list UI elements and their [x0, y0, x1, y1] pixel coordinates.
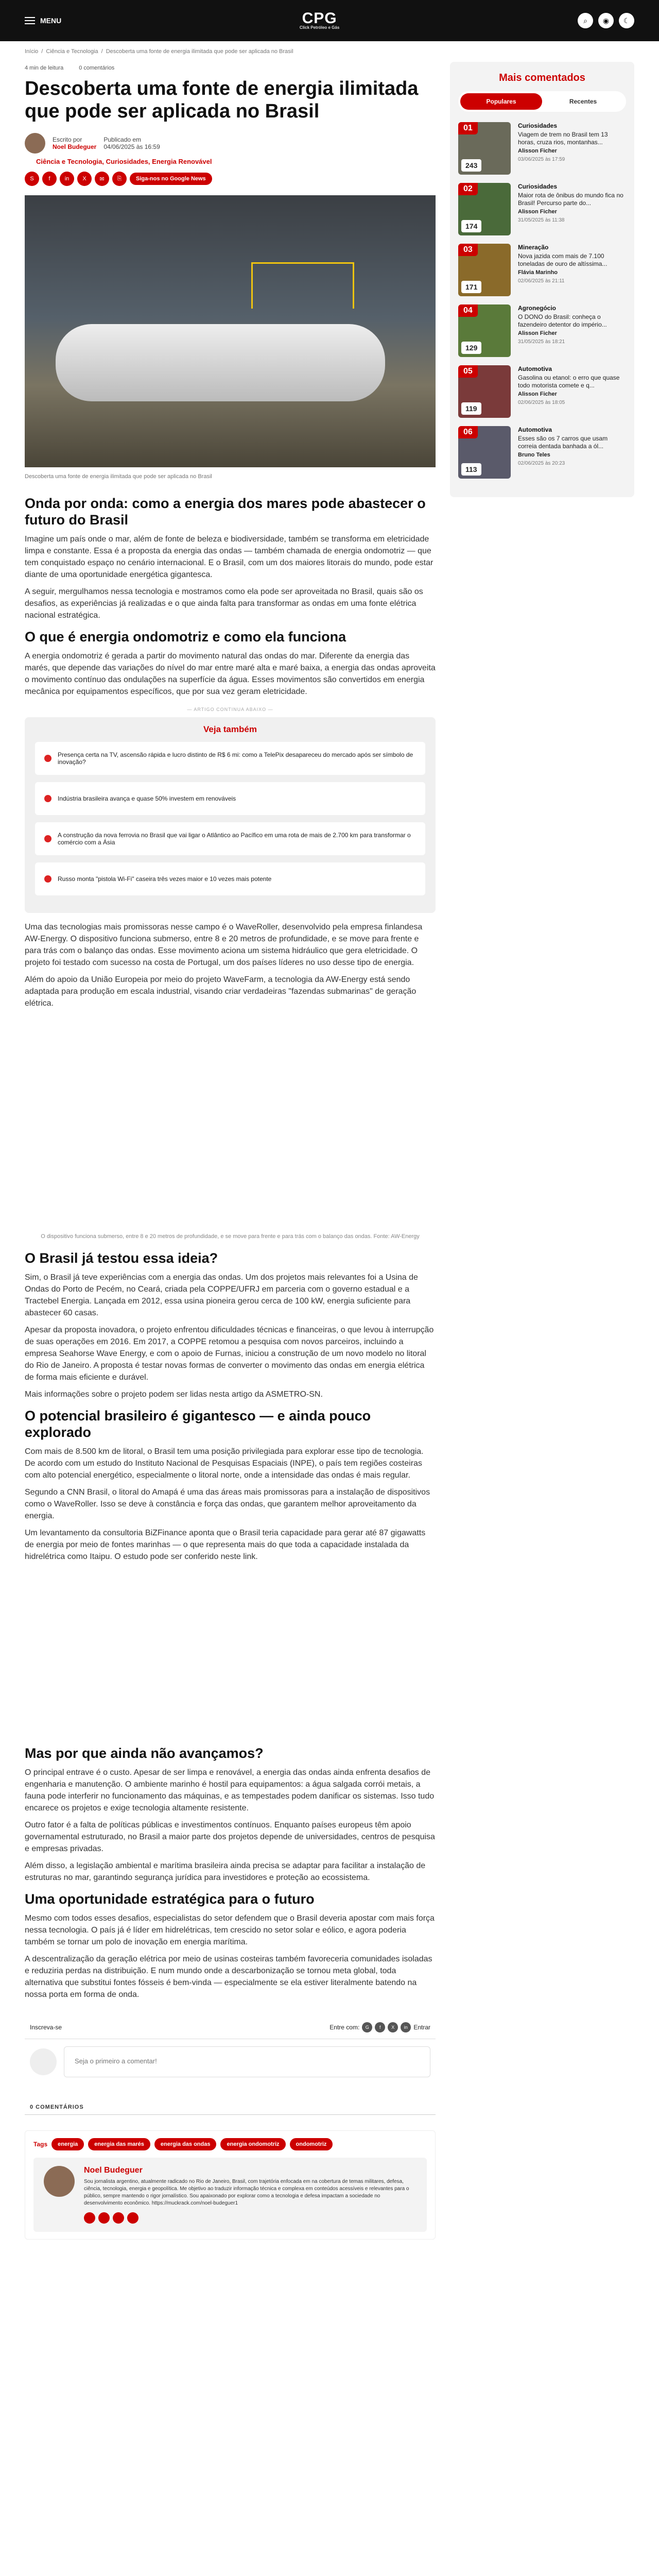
bio-name[interactable]: Noel Budeguer: [84, 2166, 143, 2175]
email-icon[interactable]: ✉: [95, 172, 109, 186]
facebook-icon[interactable]: f: [375, 2022, 385, 2032]
post-category[interactable]: Automotiva: [518, 426, 552, 433]
related-item-text: Russo monta "pistola Wi-Fi" caseira três vezes maior e 10 vezes mais potente: [58, 875, 272, 883]
ad-space: [25, 1568, 436, 1738]
comment-count-badge: 243: [461, 159, 481, 172]
post-title[interactable]: Nova jazida com mais de 7.100 toneladas de ouro de altíssima...: [518, 252, 608, 267]
post-category[interactable]: Curiosidades: [518, 122, 558, 129]
moon-icon[interactable]: ☾: [619, 13, 634, 28]
post-category[interactable]: Agronegócio: [518, 304, 556, 312]
post-title[interactable]: Esses são os 7 carros que usam correia dentada banhada a ól...: [518, 435, 608, 450]
logo-text: CPG: [302, 9, 337, 27]
subscribe-dropdown[interactable]: Inscreva-se: [30, 2024, 62, 2031]
tag-pill[interactable]: energia: [51, 2138, 84, 2150]
paragraph: Imagine um país onde o mar, além de fonte de beleza e biodiversidade, também se transforma em eletricidade limpa e constante. Essa é a proposta da energia das ondas — também chamada de energia ondomotriz — que tem conquistado espaço no cenário internacional. E o Brasil, com um dos maiores litorais do mundo, pode estar diante de uma oportunidade energética gigantesca.: [25, 535, 433, 579]
hero-caption: Descoberta uma fonte de energia ilimitada que pode ser aplicada no Brasil: [25, 473, 212, 480]
post-author: Alisson Ficher: [518, 391, 557, 397]
sidebar-post[interactable]: [458, 122, 626, 175]
social-icon[interactable]: [84, 2212, 95, 2224]
rank-badge: 05: [458, 365, 478, 378]
whatsapp-icon[interactable]: S: [25, 172, 39, 186]
comment-count-badge: 174: [461, 220, 481, 232]
breadcrumb: [0, 41, 659, 62]
comment-count: 0 COMENTÁRIOS: [25, 2100, 436, 2115]
section-heading: Uma oportunidade estratégica para o futuro: [25, 1891, 315, 1907]
post-date: 02/06/2025 às 18:05: [518, 400, 565, 405]
related-title: Veja também: [203, 724, 257, 734]
post-category[interactable]: Mineração: [518, 244, 549, 251]
comments-count[interactable]: 0 comentários: [79, 65, 115, 71]
article-categories[interactable]: Ciência e Tecnologia, Curiosidades, Energia Renovável: [36, 158, 212, 165]
author-avatar[interactable]: [44, 2166, 75, 2197]
tag-pill[interactable]: energia das marés: [88, 2138, 150, 2150]
paragraph: A descentralização da geração elétrica por meio de usinas costeiras também favoreceria comunidades isoladas e reduziria perdas na distribuição. E num mundo onde a descarbonização se tornou meta global, toda alternativa que substitui fontes fósseis é bem-vinda — especialmente se ela estiver literalmente batendo na nossa porta em forma de onda.: [25, 1955, 432, 1999]
user-icon[interactable]: ◉: [598, 13, 614, 28]
tags-section: [25, 2130, 436, 2240]
paragraph: Outro fator é a falta de políticas públicas e investimentos contínuos. Enquanto países europeus têm apoio governamental estruturado, no Brasil a maior parte dos projetos depende de universidades, centros de pesquisa e empresas privadas.: [25, 1821, 435, 1853]
bio-text: Sou jornalista argentino, atualmente radicado no Rio de Janeiro, Brasil, com trajetória enfocada em na cobertura de temas militares, defesa, ciência, tecnologia, energia e geopolítica. Me objetivo ao traduzir informação técnica e complexa em conteúdos acessíveis e relevantes para o público, sempre mantendo o rigor jornalístico. Sou apaixonado por explorar como a tecnologia e defesa impactam a sociedade no desenvolvimento econômico. https://muckrack.com/noel-budeguer1: [84, 2179, 409, 2206]
tag-pill[interactable]: energia das ondas: [154, 2138, 217, 2150]
paragraph: O principal entrave é o custo. Apesar de ser limpa e renovável, a energia das ondas ainda enfrenta desafios de engenharia e manutenção. O ambiente marinho é hostil para equipamentos: a água salgada corrói metais, a fauna pode interferir no funcionamento das máquinas, e as tempestades podem danificar os sistemas. Isso tudo encarece os projetos e exige tecnologia altamente resistente.: [25, 1768, 435, 1812]
video-embed[interactable]: [25, 1025, 436, 1228]
paragraph: Uma das tecnologias mais promissoras nesse campo é o WaveRoller, desenvolvido pela empresa finlandesa AW-Energy. O dispositivo funciona submerso, entre 8 e 20 metros de profundidade, e se move para frente e para trás com o balanço das ondas. Esse movimento aciona um sistema hidráulico que gera eletricidade. O projeto foi testado com sucesso na costa de Portugal, um dos países líderes no uso desse tipo de energia.: [25, 923, 423, 967]
post-author: Alisson Ficher: [518, 330, 557, 336]
bullet-icon: [44, 755, 51, 762]
facebook-icon[interactable]: f: [42, 172, 57, 186]
menu-label: MENU: [40, 16, 62, 25]
paragraph: Segundo a CNN Brasil, o litoral do Amapá é uma das áreas mais promissoras para a instalação de dispositivos como o WaveRoller. Isso se deve à constância e força das ondas, que garantem melhor aproveitamento da energia.: [25, 1488, 430, 1520]
sidebar-post[interactable]: [458, 426, 626, 479]
top-navbar: [0, 0, 659, 41]
paragraph: Mais informações sobre o projeto podem ser lidas nesta artigo da ASMETRO-SN.: [25, 1390, 323, 1399]
related-item[interactable]: [35, 822, 425, 855]
post-thumbnail[interactable]: [458, 244, 511, 296]
breadcrumb-sep: /: [101, 48, 103, 55]
breadcrumb-sep: /: [41, 48, 43, 55]
sidebar-post[interactable]: [458, 304, 626, 357]
post-title[interactable]: O DONO do Brasil: conheça o fazendeiro detentor do império...: [518, 313, 607, 328]
comment-count-badge: 113: [461, 463, 481, 476]
comments-toolbar: [25, 2016, 436, 2039]
post-title[interactable]: Gasolina ou etanol: o erro que quase todo motorista comete e q...: [518, 374, 620, 389]
rank-badge: 04: [458, 304, 478, 317]
menu-button[interactable]: [25, 16, 61, 25]
related-item-text: A construção da nova ferrovia no Brasil que vai ligar o Atlântico ao Pacífico em uma rota de mais de 2.700 km para transformar o comércio com a Ásia: [58, 832, 411, 846]
sidebar-title: Mais comentados: [499, 72, 585, 83]
post-date: 02/06/2025 às 21:11: [518, 278, 565, 284]
related-item-text: Indústria brasileira avança e quase 50% investem em renováveis: [58, 795, 236, 802]
author-bio: [33, 2158, 427, 2232]
post-category[interactable]: Curiosidades: [518, 183, 558, 190]
share-bar: [25, 172, 436, 186]
related-item[interactable]: [35, 782, 425, 815]
post-title[interactable]: Viagem de trem no Brasil tem 13 horas, cruza rios, montanhas...: [518, 131, 608, 146]
paragraph: Mesmo com todos esses desafios, especialistas do setor defendem que o Brasil deveria apostar com mais força nessa tecnologia. O país já é líder em hidrelétricas, tem crescido no setor solar e eólico, e agora poderia também se tornar um polo de inovação em energia marítima.: [25, 1914, 435, 1946]
logo-subtitle: Click Petróleo e Gás: [299, 25, 340, 30]
copy-link-icon[interactable]: ⎘: [112, 172, 127, 186]
related-item[interactable]: [35, 862, 425, 895]
sidebar: [450, 62, 634, 2240]
rank-badge: 02: [458, 183, 478, 195]
tags-label: Tags: [33, 2141, 48, 2148]
section-heading: Mas por que ainda não avançamos?: [25, 1745, 264, 1761]
video-caption: O dispositivo funciona submerso, entre 8 e 20 metros de profundidade, e se move para frente e para trás com o balanço das ondas. Fonte: AW-Energy: [41, 1233, 420, 1240]
comment-count-badge: 119: [461, 402, 481, 415]
paragraph: Apesar da proposta inovadora, o projeto enfrentou dificuldades técnicas e financeiras, o que levou à interrupção de suas operações em 2016. Em 2017, a COPPE retomou a pesquisa com novos parceiros, incluindo a empresa Seahorse Wave Energy, e com o apoio de Furnas, iniciou a construção de um novo modelo no litoral do Rio de Janeiro. A proposta é testar novas formas de converter o movimento das ondas em energia elétrica de forma mais eficiente e durável.: [25, 1326, 434, 1382]
related-box: [25, 717, 436, 913]
post-author: Alisson Ficher: [518, 209, 557, 215]
sidebar-post[interactable]: [458, 244, 626, 296]
post-thumbnail[interactable]: [458, 183, 511, 235]
social-icon[interactable]: [127, 2212, 138, 2224]
google-news-button[interactable]: Siga-nos no Google News: [130, 173, 212, 185]
ad-label: — ARTIGO CONTINUA ABAIXO —: [187, 707, 273, 712]
post-thumbnail[interactable]: [458, 122, 511, 175]
post-date: 31/05/2025 às 11:38: [518, 217, 565, 223]
written-by-label: Escrito por: [53, 136, 82, 143]
post-category[interactable]: Automotiva: [518, 365, 552, 372]
linkedin-icon[interactable]: in: [60, 172, 74, 186]
tab-recentes[interactable]: Recentes: [569, 98, 597, 105]
tag-pill[interactable]: ondomotriz: [290, 2138, 333, 2150]
x-icon[interactable]: X: [388, 2022, 398, 2032]
rank-badge: 06: [458, 426, 478, 438]
related-item-text: Presença certa na TV, ascensão rápida e lucro distinto de R$ 6 mi: como a TelePix desapareceu do mercado após ser símbolo de inovação?: [58, 751, 413, 766]
section-heading: Onda por onda: como a energia dos mares pode abastecer o futuro do Brasil: [25, 496, 426, 528]
google-icon[interactable]: G: [362, 2022, 372, 2032]
breadcrumb-home[interactable]: Início: [25, 48, 39, 55]
comment-count-badge: 129: [461, 342, 481, 354]
bullet-icon: [44, 835, 51, 842]
related-item[interactable]: [35, 742, 425, 775]
site-logo[interactable]: [299, 9, 340, 30]
comment-count-badge: 171: [461, 281, 481, 293]
x-icon[interactable]: X: [77, 172, 92, 186]
bullet-icon: [44, 875, 51, 883]
post-thumbnail[interactable]: [458, 426, 511, 479]
post-title[interactable]: Maior rota de ônibus do mundo fica no Brasil! Percurso parte do...: [518, 192, 623, 207]
paragraph: A seguir, mergulhamos nessa tecnologia e mostramos como ela pode ser aproveitada no Brasil, quais são os desafios, as experiências já realizadas e o que ainda falta para transformar as ondas em uma fonte elétrica nacional estratégica.: [25, 587, 423, 620]
paragraph: Sim, o Brasil já teve experiências com a energia das ondas. Um dos projetos mais relevantes foi a Usina de Ondas do Porto de Pecém, no Ceará, criada pela COPPE/UFRJ em parceria com o governo estadual e a Tractebel Energia. Lançada em 2012, essa usina pioneira gerou cerca de 100 kW, energia suficiente para abastecer 60 casas.: [25, 1273, 418, 1317]
paragraph: A energia ondomotriz é gerada a partir do movimento natural das ondas do mar. Diferente da energia das marés, que depende das variações do nível do mar entre maré alta e maré baixa, a energia das ondas aproveita o movimento contínuo das ondulações na superfície da água. Esses movimentos são convertidos em energia mecânica por equipamentos específicos, que por sua vez geram eletricidade.: [25, 652, 436, 696]
hamburger-icon: [25, 17, 35, 24]
post-author: Bruno Teles: [518, 452, 550, 458]
published-date: 04/06/2025 às 16:59: [103, 143, 160, 150]
read-time: 4 min de leitura: [25, 65, 64, 71]
post-thumbnail[interactable]: [458, 304, 511, 357]
section-heading: O potencial brasileiro é gigantesco — e ainda pouco explorado: [25, 1408, 371, 1440]
rank-badge: 03: [458, 244, 478, 256]
post-author: Flávia Marinho: [518, 269, 558, 276]
hero-image: [25, 195, 436, 467]
author-name[interactable]: Noel Budeguer: [53, 143, 97, 150]
tag-pill[interactable]: energia ondomotriz: [220, 2138, 285, 2150]
post-thumbnail[interactable]: [458, 365, 511, 418]
published-label: Publicado em: [103, 136, 142, 143]
post-date: 31/05/2025 às 18:21: [518, 339, 565, 345]
social-icon[interactable]: [113, 2212, 124, 2224]
paragraph: Um levantamento da consultoria BiZFinance aponta que o Brasil teria capacidade para gerar até 87 gigawatts de energia por meio de fontes marinhas — o que representa mais do que toda a capacidade instalada da hidrelétrica como Itaipu. O estudo pode ser conferido neste link.: [25, 1529, 426, 1561]
sidebar-post[interactable]: [458, 183, 626, 235]
paragraph: Além do apoio da União Europeia por meio do projeto WaveFarm, a tecnologia da AW-Energy está sendo adaptada para produção em escala industrial, visando criar verdadeiras "fazendas submarinas" de geração elétrica.: [25, 975, 417, 1008]
section-heading: O que é energia ondomotriz e como ela funciona: [25, 629, 346, 645]
post-author: Alisson Ficher: [518, 148, 557, 154]
comment-input[interactable]: Seja o primeiro a comentar!: [64, 2046, 430, 2077]
paragraph: Com mais de 8.500 km de litoral, o Brasil tem uma posição privilegiada para explorar esse tipo de tecnologia. De acordo com um estudo do Instituto Nacional de Pesquisas Espaciais (INPE), o país tem regiões costeiras com alto potencial energético, especialmente o litoral norte, onde a intensidade das ondas é mais regular.: [25, 1447, 424, 1480]
section-heading: O Brasil já testou essa ideia?: [25, 1250, 218, 1266]
breadcrumb-current: Descoberta uma fonte de energia ilimitada que pode ser aplicada no Brasil: [106, 48, 293, 55]
paragraph: Além disso, a legislação ambiental e marítima brasileira ainda precisa se adaptar para facilitar a instalação de estruturas no mar, garantindo segurança jurídica para investidores e proteção ao ecossistema.: [25, 1861, 426, 1882]
article-main: [25, 62, 436, 2240]
login-link[interactable]: Entrar: [413, 2024, 430, 2031]
post-date: 03/06/2025 às 17:59: [518, 157, 565, 162]
login-with-label: Entre com:: [330, 2024, 360, 2031]
post-date: 02/06/2025 às 20:23: [518, 461, 565, 466]
commenter-avatar: [30, 2048, 57, 2075]
rank-badge: 01: [458, 122, 478, 134]
article-title: Descoberta uma fonte de energia ilimitada que pode ser aplicada no Brasil: [25, 78, 419, 122]
breadcrumb-category[interactable]: Ciência e Tecnologia: [46, 48, 98, 55]
bullet-icon: [44, 795, 51, 802]
linkedin-icon[interactable]: in: [401, 2022, 411, 2032]
social-icon[interactable]: [98, 2212, 110, 2224]
tab-populares[interactable]: Populares: [460, 93, 542, 110]
author-avatar[interactable]: [25, 133, 45, 154]
search-icon[interactable]: ⌕: [578, 13, 593, 28]
author-block: [25, 133, 436, 154]
sidebar-post[interactable]: [458, 365, 626, 418]
